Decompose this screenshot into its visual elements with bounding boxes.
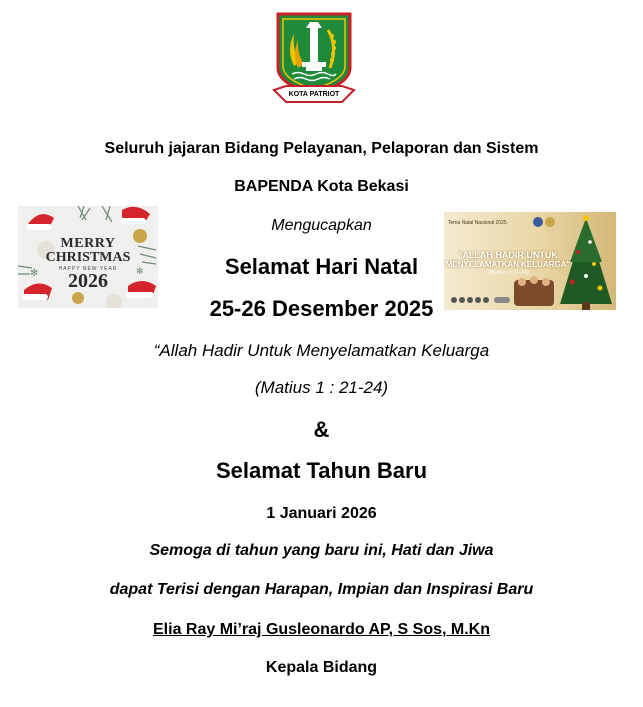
wishes-line-2: dapat Terisi dengan Harapan, Impian dan Inspirasi Baru xyxy=(109,581,534,598)
signatory-position: Kepala Bidang xyxy=(265,659,378,676)
card-left-line-1: MERRY xyxy=(60,236,116,251)
signatory-name xyxy=(0,621,643,639)
header-line-2: BAPENDA Kota Bekasi xyxy=(234,178,409,195)
ampersand: & xyxy=(313,417,330,442)
card-left-year: 2026 xyxy=(68,270,108,292)
header-line-1: Seluruh jajaran Bidang Pelayanan, Pelaporan dan Sistem xyxy=(104,140,539,157)
christmas-dates: 25-26 Desember 2025 xyxy=(209,296,434,321)
svg-text:✻: ✻ xyxy=(136,267,144,277)
card-left-line-2: CHRISTMAS xyxy=(45,250,131,265)
card-right-header: Tema Natal Nasional 2025 xyxy=(448,220,507,226)
emblem-label: KOTA PATRIOT xyxy=(288,91,340,98)
new-year-title: Selamat Tahun Baru xyxy=(215,458,428,483)
svg-text:✻: ✻ xyxy=(30,268,39,279)
christmas-title: Selamat Hari Natal xyxy=(224,254,419,279)
card-right-theme-line-2: MENYELAMATKAN KELUARGA" xyxy=(445,260,571,269)
christmas-verse: (Matius 1 : 21-24) xyxy=(254,378,389,397)
card-right-theme-line-1: "ALLAH HADIR UNTUK xyxy=(458,250,558,260)
card-right-verse: (Matius 1:21-24) xyxy=(487,270,529,276)
kota-bekasi-emblem xyxy=(272,10,356,106)
new-year-date: 1 Januari 2026 xyxy=(266,505,377,522)
header-line-3: Mengucapkan xyxy=(271,217,372,234)
signatory-name-text: Elia Ray Mi’raj Gusleonardo AP, S Sos, M.Kn xyxy=(153,621,490,638)
christmas-theme: “Allah Hadir Untuk Menyelamatkan Keluarga xyxy=(153,341,490,360)
card-left-line-3: HAPPY NEW YEAR xyxy=(58,266,118,272)
wishes-line-1: Semoga di tahun yang baru ini, Hati dan Jiwa xyxy=(149,542,494,559)
